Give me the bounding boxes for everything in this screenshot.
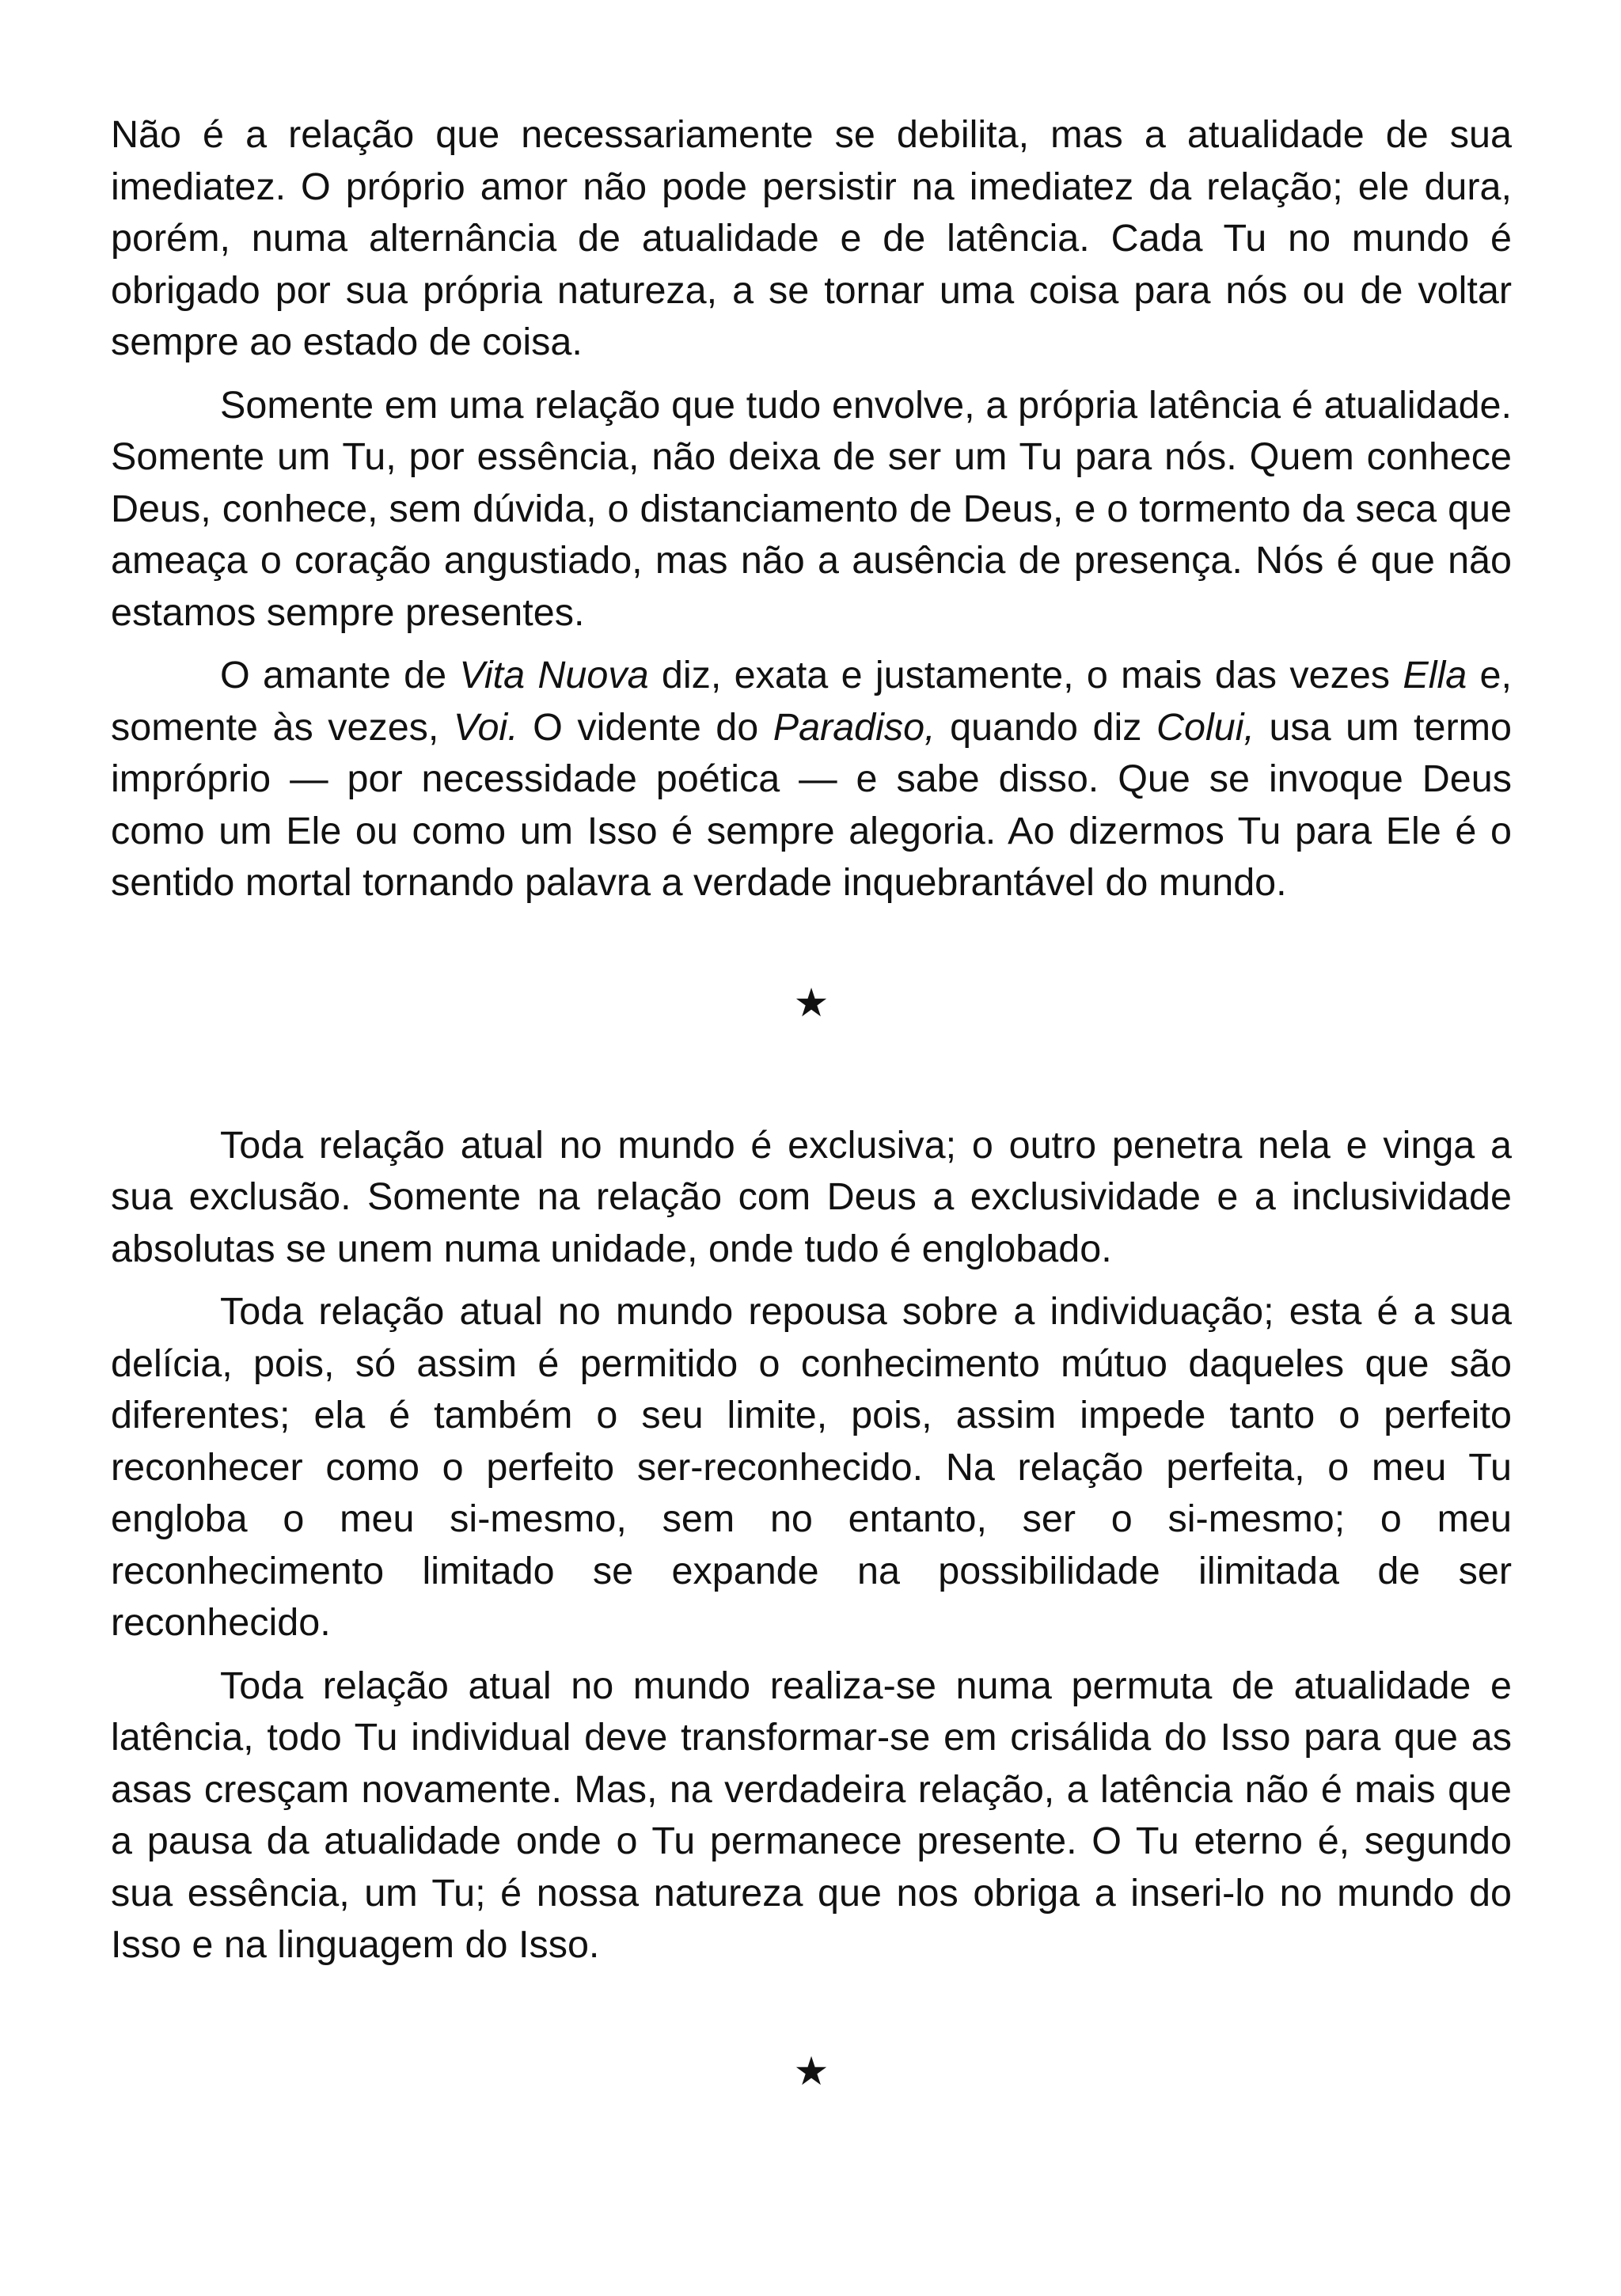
text-run: diz, exata e justamente, o mais das vezes [648,654,1403,696]
paragraph-spacer [111,1649,1512,1660]
paragraph-5: Toda relação atual no mundo repousa sobre a individuação; esta é a sua delícia, pois, só assim é permitido o conhecimento mútuo daqueles que são diferentes; ela é também o seu limite, pois, assim impede tanto o perfeito reconhecer como o perfeito ser-reconhecido. Na relação perfeita, o meu Tu engloba o meu si-mesmo, sem no entanto, ser o si-mesmo; o meu reconhecimento limitado se expande na possibilidade ilimitada de ser reconhecido. [111,1290,1512,1644]
paragraph-3 [111,650,1512,909]
text-run: usa um termo impróprio — por necessidade poética — e sabe disso. Que se invoque Deus como um Ele ou como um Isso é sempre alegoria. Ao dizermos Tu para Ele é o sentido mortal tornando palavra a verdade inquebrantável do mundo. [111,705,1512,904]
italic-word-voi: Voi. [453,705,518,749]
paragraph-1: Não é a relação que necessariamente se debilita, mas a atualidade de sua imediatez. O próprio amor não pode persistir na imediatez da relação; ele dura, porém, numa alternância de atualidade e de latência. Cada Tu no mundo é obrigado por sua própria natureza, a se tornar uma coisa para nós ou de voltar sempre ao estado de coisa. [111,113,1512,363]
italic-word-ella: Ella [1403,654,1467,696]
text-run: quando diz [935,705,1156,749]
text-run: e, somente às vezes, [111,654,1512,749]
italic-title-vita-nuova: Vita Nuova [459,654,649,696]
document-page [111,109,1512,2095]
paragraph-spacer [111,1275,1512,1286]
italic-word-colui: Colui, [1156,705,1255,749]
paragraph-4: Toda relação atual no mundo é exclusiva; o outro penetra nela e vinga a sua exclusão. Somente na relação com Deus a exclusividade e a inclusividade absolutas se unem numa unidade, onde tudo é englobado. [111,1123,1512,1270]
text-run: O vidente do [518,705,773,749]
paragraph-spacer [111,639,1512,650]
star-separator-icon: ★ [793,2047,829,2094]
italic-title-paradiso: Paradiso, [773,705,936,749]
text-run: O amante de [220,654,460,696]
paragraph-spacer [111,369,1512,380]
paragraph-2: Somente em uma relação que tudo envolve, a própria latência é atualidade. Somente um Tu, por essência, não deixa de ser um Tu para nós. Quem conhece Deus, conhece, sem dúvida, o distanciamento de Deus, e o tormento da seca que ameaça o coração angustiado, mas não a ausência de presença. Nós é que não estamos sempre presentes. [111,383,1512,634]
paragraph-6: Toda relação atual no mundo realiza-se numa permuta de atualidade e latência, todo Tu individual deve transformar-se em crisálida do Isso para que as asas cresçam novamente. Mas, na verdadeira relação, a latência não é mais que a pausa da atualidade onde o Tu permanece presente. O Tu eterno é, segundo sua essência, um Tu; é nossa natureza que nos obriga a inseri-lo no mundo do Isso e na linguagem do Isso. [111,1664,1512,1966]
star-separator-icon: ★ [793,979,829,1026]
